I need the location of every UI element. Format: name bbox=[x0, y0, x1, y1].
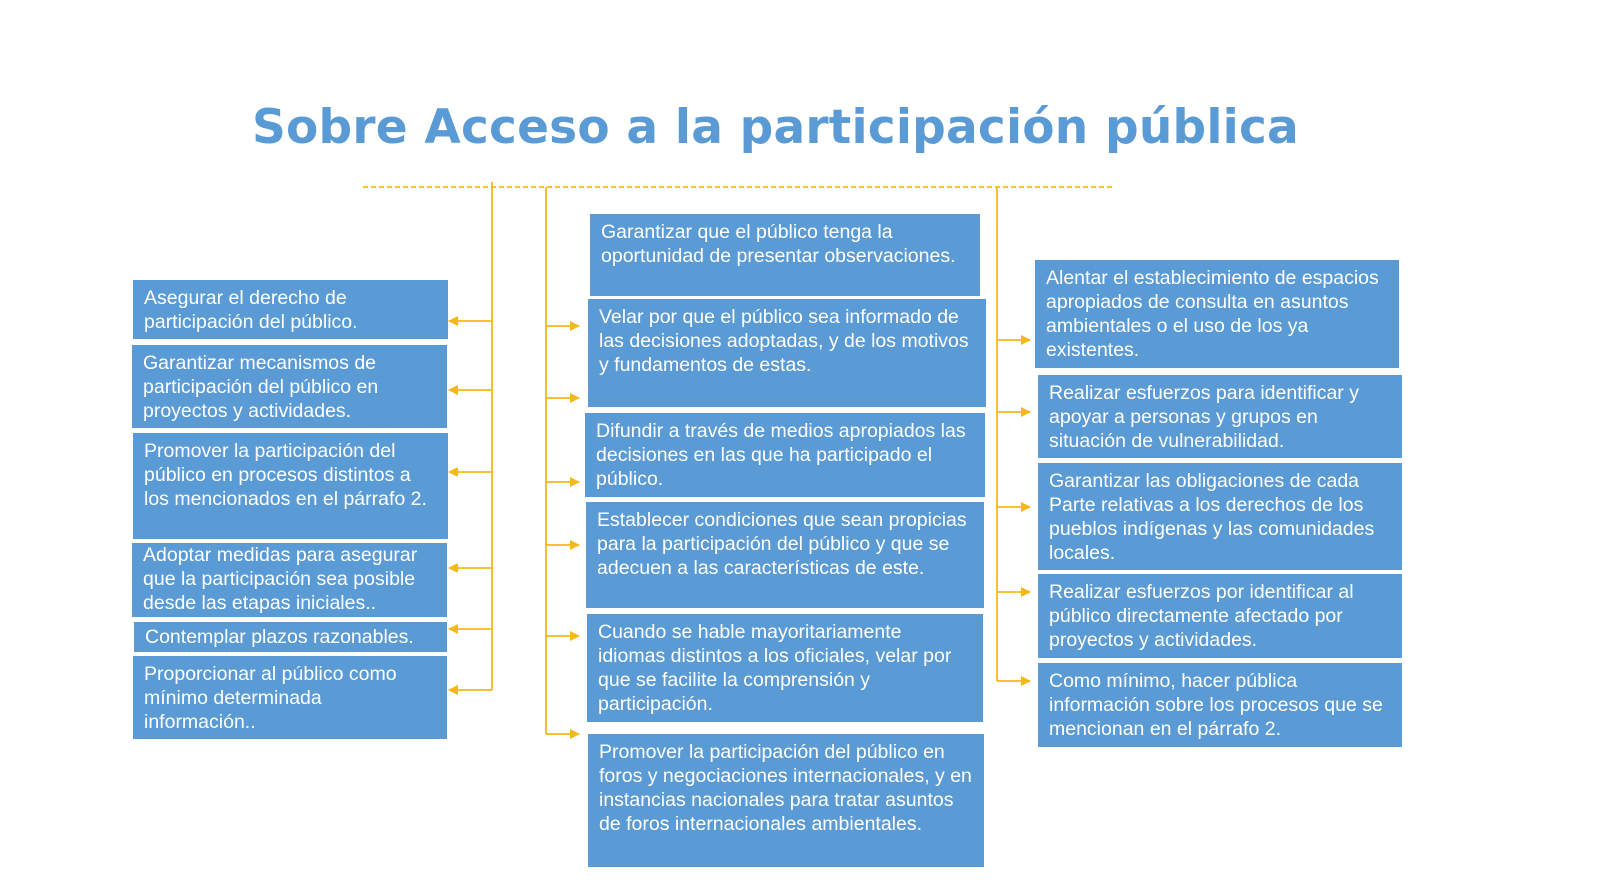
left-item-3: Promover la participación del público en procesos distintos a los mencionados en el párrafo 2. bbox=[133, 433, 448, 539]
left-item-4: Adoptar medidas para asegurar que la participación sea posible desde las etapas iniciales.. bbox=[132, 543, 447, 617]
right-item-1: Alentar el establecimiento de espacios apropiados de consulta en asuntos ambientales o el uso de los ya existentes. bbox=[1035, 260, 1399, 368]
center-item-6: Promover la participación del público en foros y negociaciones internacionales, y en instancias nacionales para tratar asuntos de foros internacionales ambientales. bbox=[588, 734, 984, 867]
center-item-4: Establecer condiciones que sean propicias para la participación del público y que se adecuen a las características de este. bbox=[586, 502, 984, 608]
right-item-5: Como mínimo, hacer pública información sobre los procesos que se mencionan en el párrafo 2. bbox=[1038, 663, 1402, 747]
diagram-title: Sobre Acceso a la participación pública bbox=[252, 100, 1299, 155]
left-item-5: Contemplar plazos razonables. bbox=[134, 622, 447, 652]
center-item-2: Velar por que el público sea informado de las decisiones adoptadas, y de los motivos y fundamentos de estas. bbox=[588, 299, 986, 407]
right-item-4: Realizar esfuerzos por identificar al público directamente afectado por proyectos y actividades. bbox=[1038, 574, 1402, 658]
center-item-5: Cuando se hable mayoritariamente idiomas distintos a los oficiales, velar por que se facilite la comprensión y participación. bbox=[587, 614, 983, 722]
center-item-1: Garantizar que el público tenga la oportunidad de presentar observaciones. bbox=[590, 214, 980, 296]
right-item-2: Realizar esfuerzos para identificar y apoyar a personas y grupos en situación de vulnerabilidad. bbox=[1038, 375, 1402, 458]
right-item-3: Garantizar las obligaciones de cada Parte relativas a los derechos de los pueblos indígenas y las comunidades locales. bbox=[1038, 463, 1402, 570]
left-item-6: Proporcionar al público como mínimo determinada información.. bbox=[133, 656, 447, 739]
center-item-3: Difundir a través de medios apropiados las decisiones en las que ha participado el público. bbox=[585, 413, 985, 497]
left-item-1: Asegurar el derecho de participación del público. bbox=[133, 280, 448, 339]
left-item-2: Garantizar mecanismos de participación del público en proyectos y actividades. bbox=[132, 345, 447, 428]
